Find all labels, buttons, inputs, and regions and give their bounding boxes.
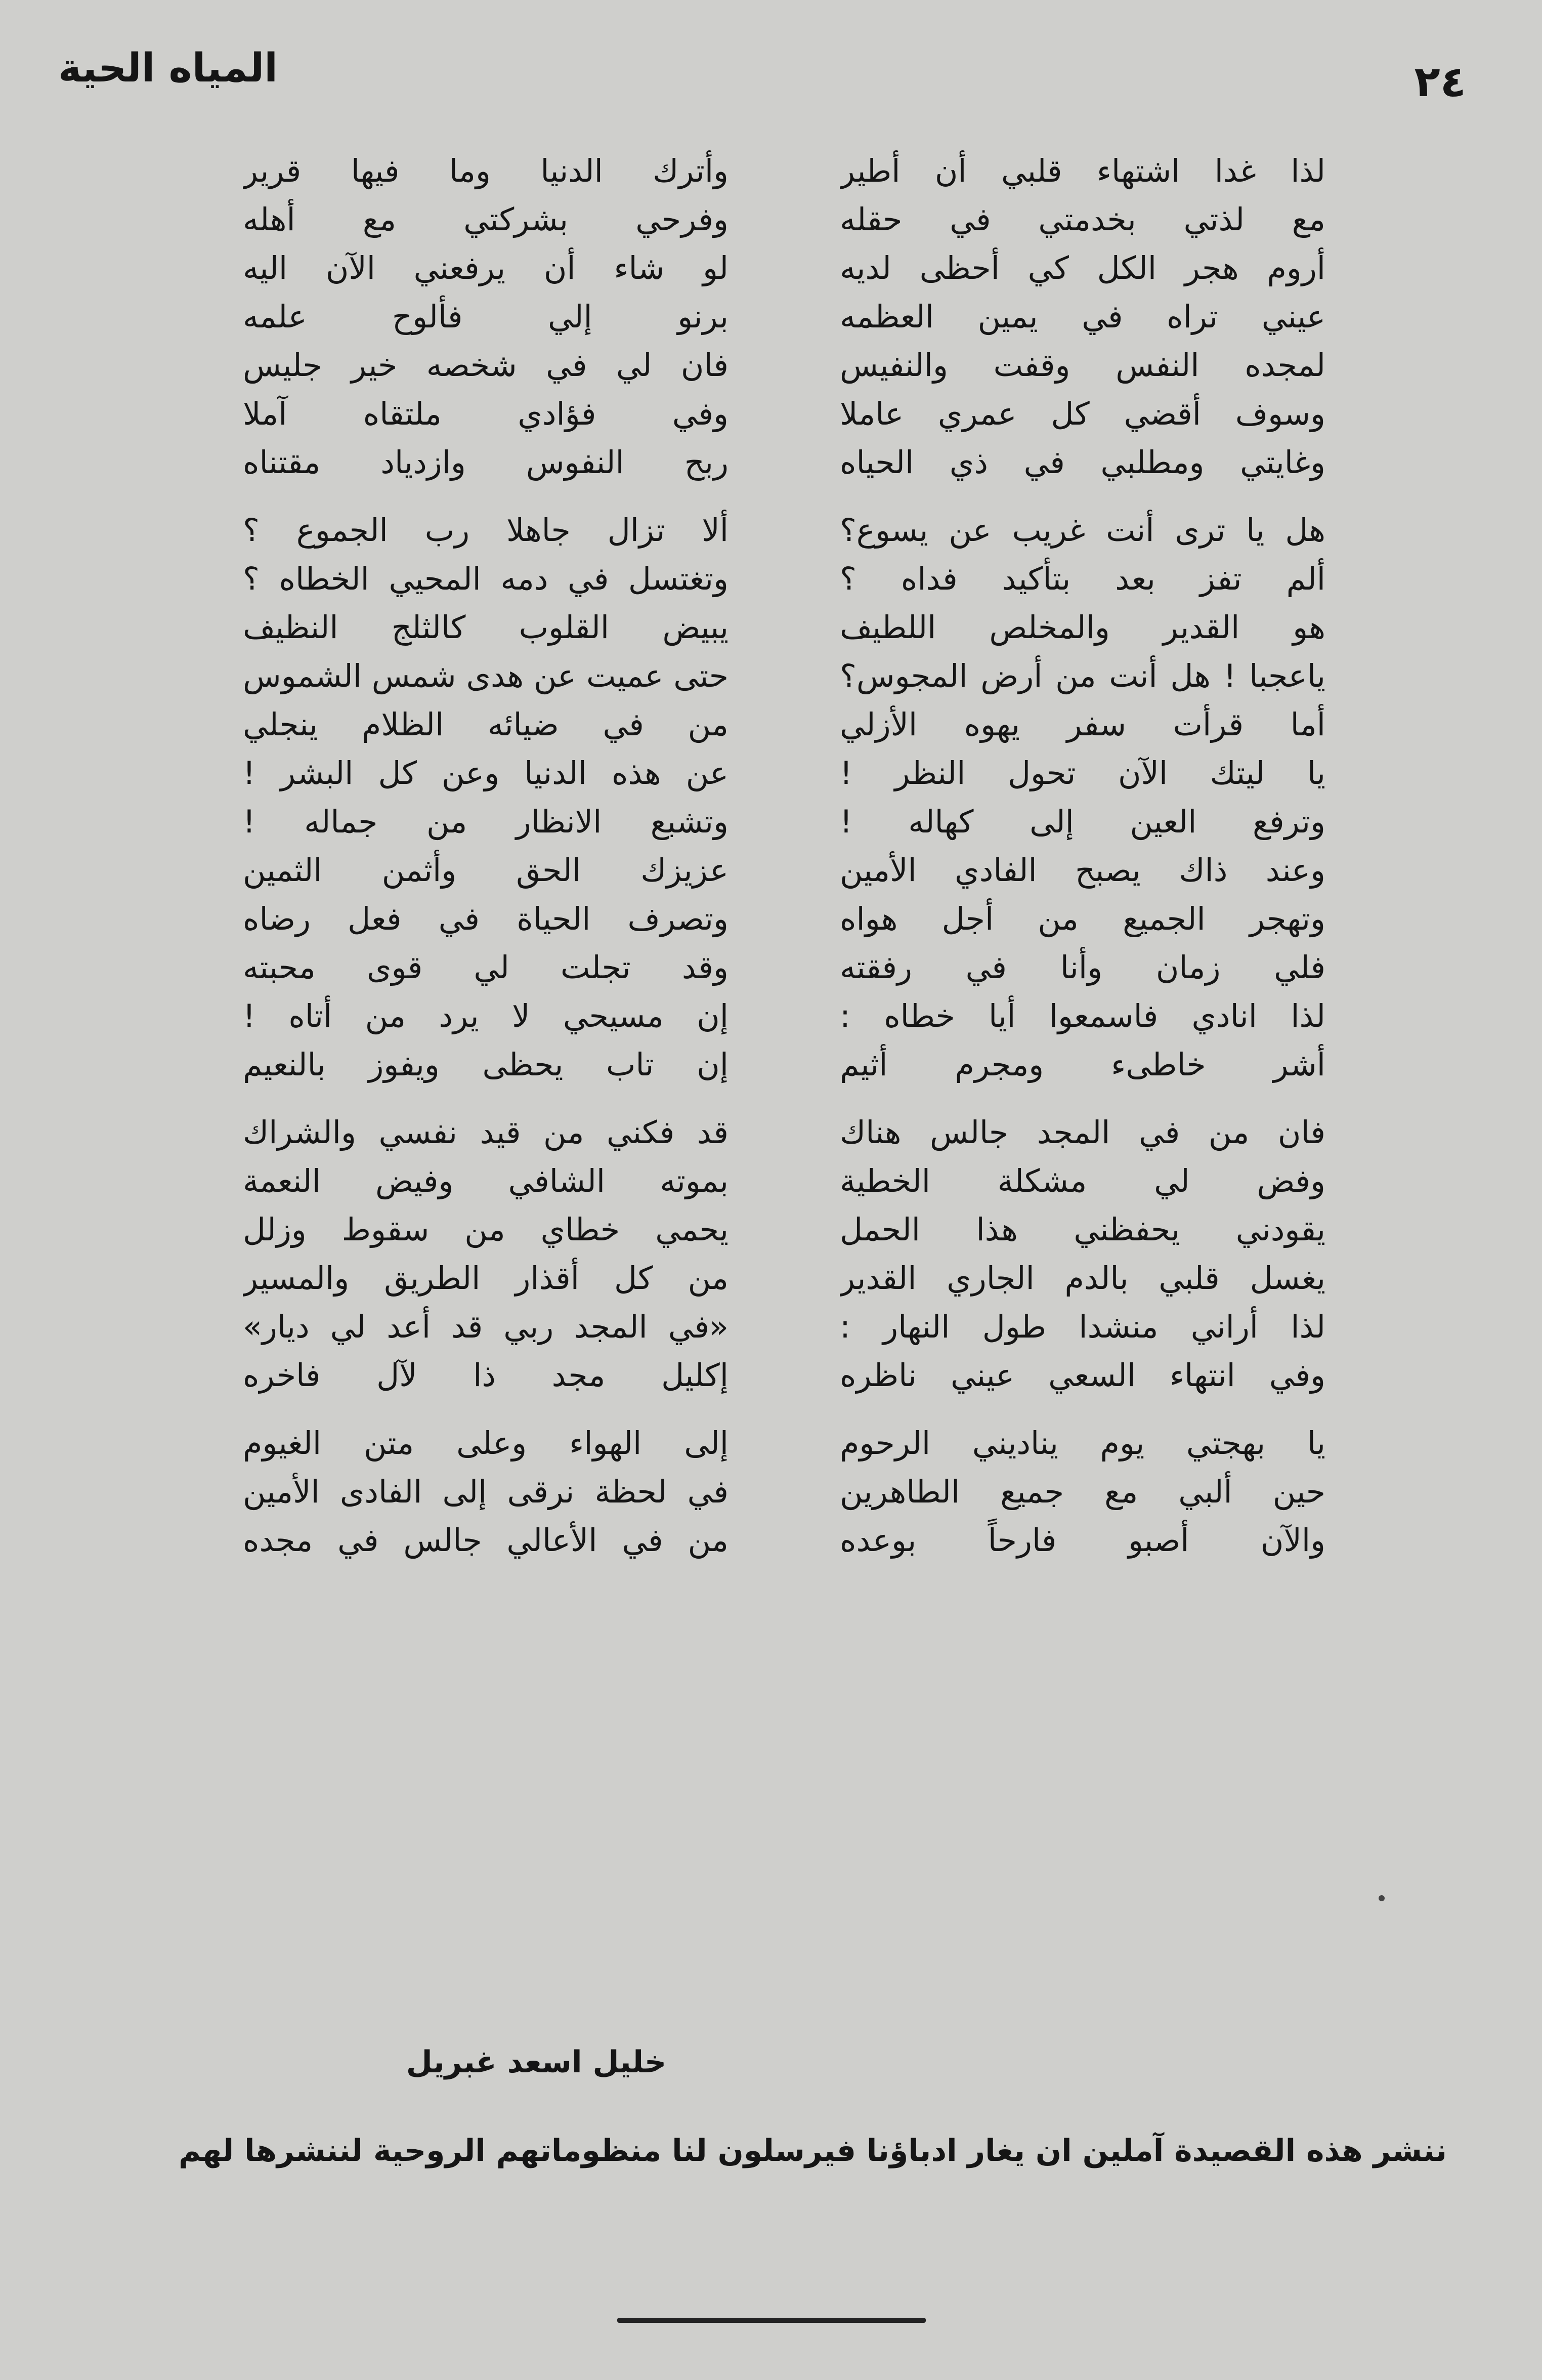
poem-line: وتشبع الانظار من جماله ! <box>243 803 729 840</box>
poem-line: يحمي خطاي من سقوط وزلل <box>243 1211 729 1248</box>
poem-line: وتغتسل في دمه المحيي الخطاه ؟ <box>243 560 729 597</box>
poem-line: والآن أصبو فارحاً بوعده <box>840 1522 1325 1559</box>
poem-line: من في ضيائه الظلام ينجلي <box>243 706 729 743</box>
poem-line: برنو إلي فألوح علمه <box>243 298 729 335</box>
poem-stanza <box>840 147 1325 487</box>
poem-line: عيني تراه في يمين العظمه <box>840 298 1325 335</box>
poem-line: فان من في المجد جالس هناك <box>840 1114 1325 1151</box>
poem-line: وغايتي ومطلبي في ذي الحياه <box>840 444 1325 481</box>
editorial-note: ننشر هذه القصيدة آملين ان يغار ادباؤنا فيرسلون لنا منظوماتهم الروحية لننشرها لهم <box>178 2133 1447 2168</box>
poem-line: عن هذه الدنيا وعن كل البشر ! <box>243 755 729 791</box>
poem-line: وقد تجلت لي قوى محبته <box>243 949 729 986</box>
poem-stanza <box>243 1108 729 1400</box>
poem-line: من في الأعالي جالس في مجده <box>243 1522 729 1559</box>
poem-column-left <box>243 147 729 1584</box>
poem-line: بموته الشافي وفيض النعمة <box>243 1162 729 1199</box>
poem-line: فلي زمان وأنا في رفقته <box>840 949 1325 986</box>
poem-line: في لحظة نرقى إلى الفادى الأمين <box>243 1473 729 1510</box>
poem-stanza <box>243 1419 729 1565</box>
poem-line: وترفع العين إلى كهاله ! <box>840 803 1325 840</box>
poem-line: عزيزك الحق وأثمن الثمين <box>243 852 729 889</box>
poem-line: لذا انادي فاسمعوا أيا خطاه : <box>840 997 1325 1034</box>
poem-line: لذا أراني منشدا طول النهار : <box>840 1308 1325 1345</box>
closing-rule <box>617 2318 926 2323</box>
poem-line: إن مسيحي لا يرد من أتاه ! <box>243 997 729 1034</box>
poem-line: فان لي في شخصه خير جليس <box>243 347 729 384</box>
poem-line: إكليل مجد ذا لآل فاخره <box>243 1357 729 1394</box>
poem-line: وفي انتهاء السعي عيني ناظره <box>840 1357 1325 1394</box>
poem-line: لذا غدا اشتهاء قلبي أن أطير <box>840 152 1325 189</box>
poem-line: وعند ذاك يصبح الفادي الأمين <box>840 852 1325 889</box>
poem-line: أما قرأت سفر يهوه الأزلي <box>840 706 1325 743</box>
poem-line: لو شاء أن يرفعني الآن اليه <box>243 249 729 286</box>
poem-line: لمجده النفس وقفت والنفيس <box>840 347 1325 384</box>
poem-line: هو القدير والمخلص اللطيف <box>840 609 1325 646</box>
poem-line: وفي فؤادي ملتقاه آملا <box>243 395 729 432</box>
poem-line: أشر خاطىء ومجرم أثيم <box>840 1046 1325 1083</box>
poem-line: يقودني يحفظني هذا الحمل <box>840 1211 1325 1248</box>
poem-stanza <box>243 506 729 1089</box>
poem-line: أروم هجر الكل كي أحظى لديه <box>840 249 1325 286</box>
poem-line: يبيض القلوب كالثلج النظيف <box>243 609 729 646</box>
poem-stanza <box>840 1108 1325 1400</box>
poem-line: يغسل قلبي بالدم الجاري القدير <box>840 1260 1325 1297</box>
poem-line: وسوف أقضي كل عمري عاملا <box>840 395 1325 432</box>
print-dot <box>1379 1895 1385 1901</box>
poem-line: قد فكني من قيد نفسي والشراك <box>243 1114 729 1151</box>
poem-column-right <box>840 147 1325 1584</box>
poem-line: وأترك الدنيا وما فيها قرير <box>243 152 729 189</box>
poem-line: وتصرف الحياة في فعل رضاه <box>243 900 729 937</box>
poem-line: يا ليتك الآن تحول النظر ! <box>840 755 1325 791</box>
poem-stanza <box>243 147 729 487</box>
poem-line: ألم تفز بعد بتأكيد فداه ؟ <box>840 560 1325 597</box>
poem-stanza <box>840 1419 1325 1565</box>
poem-line: وتهجر الجميع من أجل هواه <box>840 900 1325 937</box>
poem-line: ربح النفوس وازدياد مقتناه <box>243 444 729 481</box>
poem-line: ألا تزال جاهلا رب الجموع ؟ <box>243 512 729 549</box>
poem-line: من كل أقذار الطريق والمسير <box>243 1260 729 1297</box>
poem-line: ياعجبا ! هل أنت من أرض المجوس؟ <box>840 657 1325 694</box>
poem-line: وفض لي مشكلة الخطية <box>840 1162 1325 1199</box>
poem-stanza <box>840 506 1325 1089</box>
page-number: ٢٤ <box>1414 57 1466 106</box>
poem-line: إلى الهواء وعلى متن الغيوم <box>243 1425 729 1462</box>
poem-line: «في المجد ربي قد أعد لي ديار» <box>243 1308 729 1345</box>
poem-line: هل يا ترى أنت غريب عن يسوع؟ <box>840 512 1325 549</box>
running-title: المياه الحية <box>58 46 278 91</box>
author-signature: خليل اسعد غبريل <box>406 2044 667 2080</box>
poem-line: يا بهجتي يوم يناديني الرحوم <box>840 1425 1325 1462</box>
poem-line: مع لذتي بخدمتي في حقله <box>840 201 1325 238</box>
poem-line: حين ألبي مع جميع الطاهرين <box>840 1473 1325 1510</box>
poem-line: حتى عميت عن هدى شمس الشموس <box>243 657 729 694</box>
poem-line: وفرحي بشركتي مع أهله <box>243 201 729 238</box>
poem-line: إن تاب يحظى ويفوز بالنعيم <box>243 1046 729 1083</box>
